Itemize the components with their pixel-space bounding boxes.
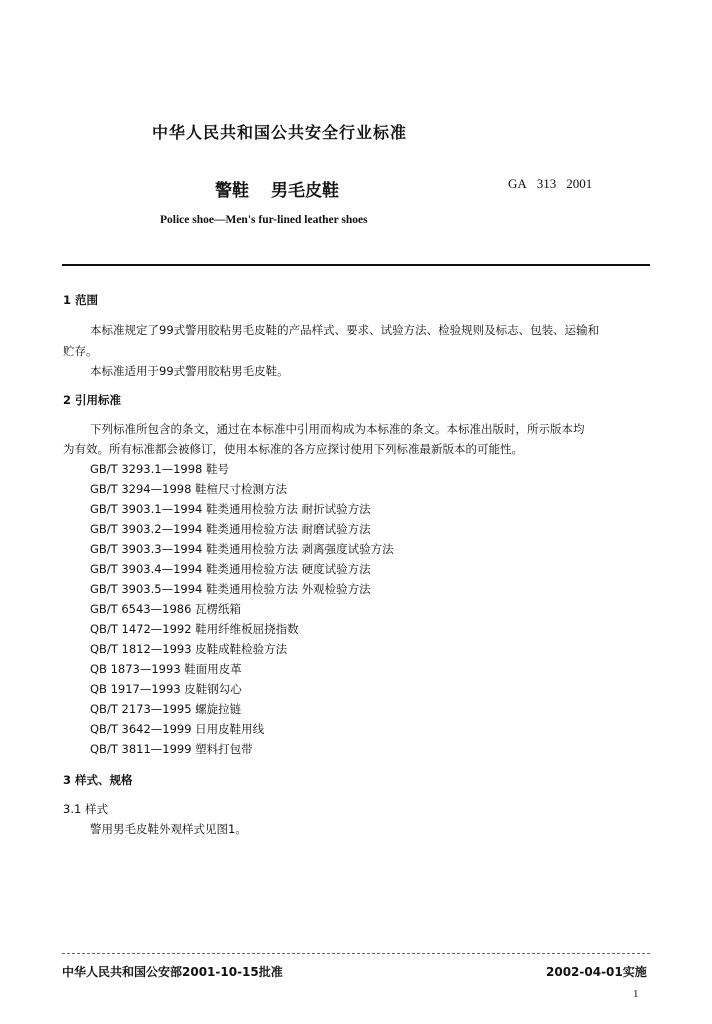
issuing-body-header: 中华人民共和国公共安全行业标准 <box>152 123 408 142</box>
section-1-paragraph-1-line-2: 贮存。 <box>63 344 98 358</box>
reference-item: QB/T 3642—1999 日用皮鞋用线 <box>90 722 265 736</box>
footer-divider <box>62 953 650 954</box>
standard-prefix: GA <box>508 176 527 191</box>
title-part-police-shoe: 警鞋 <box>215 181 249 201</box>
standard-title-chinese <box>215 176 339 201</box>
reference-item: QB 1873—1993 鞋面用皮革 <box>90 662 242 676</box>
reference-item: GB/T 3903.1—1994 鞋类通用检验方法 耐折试验方法 <box>90 502 371 516</box>
page-number: 1 <box>633 988 639 1000</box>
header-divider <box>62 264 650 266</box>
implementation-date: 2002-04-01实施 <box>546 965 647 979</box>
reference-item: GB/T 3903.2—1994 鞋类通用检验方法 耐磨试验方法 <box>90 522 371 536</box>
standard-code <box>508 176 602 192</box>
reference-item: QB/T 1472—1992 鞋用纤维板屈挠指数 <box>90 622 299 636</box>
reference-item: QB/T 2173—1995 螺旋拉链 <box>90 702 242 716</box>
section-3-1-paragraph: 警用男毛皮鞋外观样式见图1。 <box>90 822 247 836</box>
reference-item: GB/T 3294—1998 鞋楦尺寸检测方法 <box>90 482 288 496</box>
title-part-fur-shoe: 男毛皮鞋 <box>271 181 339 201</box>
section-1-heading: 1 范围 <box>63 293 99 307</box>
standard-year: 2001 <box>566 176 593 191</box>
section-3-1-heading: 3.1 样式 <box>63 802 108 816</box>
standard-title-english: Police shoe—Men's fur-lined leather shoes <box>160 214 368 226</box>
reference-item: QB 1917—1993 皮鞋钢勾心 <box>90 682 242 696</box>
reference-item: GB/T 6543—1986 瓦楞纸箱 <box>90 602 242 616</box>
reference-item: GB/T 3903.3—1994 鞋类通用检验方法 剥离强度试验方法 <box>90 542 394 556</box>
section-2-paragraph-line-2: 为有效。所有标准都会被修订，使用本标准的各方应探讨使用下列标准最新版本的可能性。 <box>63 442 523 456</box>
section-1-paragraph-1-line-1: 本标准规定了99式警用胶粘男毛皮鞋的产品样式、要求、试验方法、检验规则及标志、包装、运输和 <box>90 323 600 337</box>
reference-item: QB/T 1812—1993 皮鞋成鞋检验方法 <box>90 642 288 656</box>
section-3-heading: 3 样式、规格 <box>63 773 133 787</box>
standard-number: 313 <box>536 176 557 191</box>
section-1-paragraph-2: 本标准适用于99式警用胶粘男毛皮鞋。 <box>90 364 289 378</box>
section-2-heading: 2 引用标准 <box>63 393 122 407</box>
reference-item: GB/T 3903.4—1994 鞋类通用检验方法 硬度试验方法 <box>90 562 371 576</box>
reference-item: GB/T 3903.5—1994 鞋类通用检验方法 外观检验方法 <box>90 582 371 596</box>
section-2-paragraph-line-1: 下列标准所包含的条文，通过在本标准中引用而构成为本标准的条文。本标准出版时，所示版本均 <box>90 422 585 436</box>
reference-item: GB/T 3293.1—1998 鞋号 <box>90 462 230 476</box>
reference-item: QB/T 3811—1999 塑料打包带 <box>90 742 253 756</box>
approval-date: 中华人民共和国公安部2001-10-15批准 <box>62 965 283 979</box>
